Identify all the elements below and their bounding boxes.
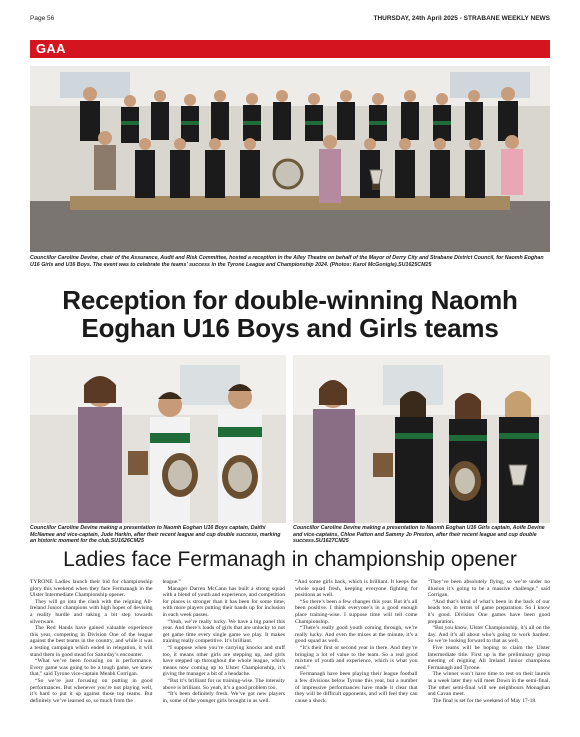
paragraph: Manager Darren McCann has built a strong squad with a blend of youth and experience, and competition for places is stronger than it has been for some time, with more players putting their hands up for inclusion in each week passes.: [162, 585, 285, 618]
paragraph: Five teams will be hoping to claim the Ulster Intermediate title. First up is the preliminary group meeting of reigning All Ireland Junior champions Fermanagh and Tyrone.: [427, 644, 550, 671]
article-column-3: [295, 579, 418, 729]
article-column-2: [163, 579, 286, 729]
group-photo-caption: Councillor Caroline Devine, chair of the Assurance, Audit and Risk Committee, hosted a reception in the Alley Theatre on behalf of the Mayor of Derry City and Strabane District Council, for Naomh Eoghan U16 Girls and U16 Boys. The event was to celebrate the teams’ success in the Tyrone League and Championship 2024. (Photos: Karol McGonigle).SU1625CM25: [30, 255, 544, 268]
paragraph: The winner won’t have time to rest on their laurels as a week later they will meet Down in the semi-final. The other semi-final will see neighbours Monaghan and Cavan meet.: [427, 671, 550, 698]
paragraph: “But it’s brilliant for us training-wise. The intensity above is brilliant. So yeah, it’s a good problem too.: [162, 677, 285, 691]
paragraph: Fermanagh have been playing their league football a few divisions below Tyrone this year, but a number of impressive performances have made it clear that they will be difficult opponents, and will feel they can cause a shock.: [295, 671, 418, 704]
section-banner: [30, 40, 550, 58]
paragraph: They will go into the clash with the reigning All-Ireland Junior champions with high hopes of devising a reality hurdle and taking a bit step towards silverware.: [30, 598, 153, 625]
paragraph: “I suppose when you’re carrying knocks and stuff too, it means other girls are stepping up, and girls have stepped up throughout the whole league, which means now coming up to Ulster Championship, it’s giving the manager a bit of a headache.: [162, 644, 285, 678]
boys-presentation-photo: [30, 355, 286, 523]
paragraph: league.”: [162, 579, 181, 585]
page-header: [30, 12, 550, 24]
paragraph: “It’s been definitely fresh. We’ve got new players in, some of the younger girls brought in as well.: [162, 691, 285, 704]
boys-photo-caption: Councillor Caroline Devine making a presentation to Naomh Eoghan U16 Boys captain, Daithi McNamee and vice-captain, Jude Harkin, after their recent league and cup double success, marking an historic moment for the club.SU1626CM25: [30, 525, 281, 545]
paragraph: “What we’ve been focusing on is performance. Every game was going to be a tough game, we knew that,” said Tyrone vice-captain Meabh Corrigan.: [30, 658, 153, 678]
article-column-4: [428, 579, 551, 729]
article-column-1: [30, 579, 153, 729]
girls-presentation-photo: [293, 355, 550, 523]
paragraph: “And some girls back, which is brilliant. It keeps the whole squad fresh, keeping everyone fighting for positions as well.: [295, 579, 418, 599]
paragraph: The Red Hands have gained valuable experience this year, competing in Division One of the league against the best teams in the country, and while it was a testing campaign which ended in relegation, it will stand them in good stead for Saturday’s encounter.: [30, 625, 153, 658]
section-label: GAA: [36, 41, 66, 56]
group-photo: [30, 66, 550, 252]
paragraph: “They’ve been absolutely flying, so we’re under no illusion it’s going to be a massive challenge,” said Corrigan.: [427, 579, 550, 599]
paragraph: “So we’re just focusing on putting in good performances. But whenever you’re not playing well, it’s hard to put it up against those top teams. But definitely we’ve learned so, so much from the: [30, 677, 153, 704]
headline: Reception for double-winning Naomh Eoghan U16 Boys and Girls teams: [62, 285, 518, 343]
girls-photo-caption: Councillor Caroline Devine making a presentation to Naomh Eoghan U16 Girls captain, Aoife Devine and vice-captains, Chloe Patton and Sammy Jo Preston, after their recent league and cup double success.SU1627CM25: [293, 525, 545, 545]
article-title: Ladies face Fermanagh in championship opener: [63, 548, 517, 571]
paragraph: The final is set for the weekend of May 17-18.: [432, 697, 537, 704]
page-number: Page 56: [30, 14, 55, 22]
article-body: [30, 579, 550, 729]
paragraph: “It’s their first or second year in there. And they’re bringing a lot of value to the team. So a real good mixture of youth and experience, which is what you need.”: [295, 644, 418, 671]
publication-date: THURSDAY, 24th April 2025 - STRABANE WEEKLY NEWS: [373, 14, 550, 22]
paragraph: “Yeah, we’re really lucky. We have a big panel this year. And there’s loads of girls that are unlucky to not get game time every single game we play. It makes training really competitive. It’s brilliant.: [162, 618, 285, 645]
paragraph: “So there’s been a few changes this year. But it’s all been positive. I think everyone’s in a good enough place training-wise. I suppose time will tell come Championship.: [295, 598, 418, 625]
paragraph: “But you know, Ulster Championship, it’s all on the day. And it’s all about who’s going to work hardest. So we’re looking forward to that as well.: [427, 625, 550, 645]
paragraph: “And that’s kind of what’s been in the back of our heads too, in terms of game preparation. So I know it’s good. Division One games have been good preparation.: [427, 598, 550, 625]
paragraph: TYRONE Ladies launch their bid for championship glory this weekend when they face Fermanagh in the Ulster Intermediate Championship opener.: [30, 579, 153, 599]
paragraph: “There’s really good youth coming through, we’re really lucky. And even the mixes at the minute, it’s a good squad as well.: [295, 625, 418, 645]
